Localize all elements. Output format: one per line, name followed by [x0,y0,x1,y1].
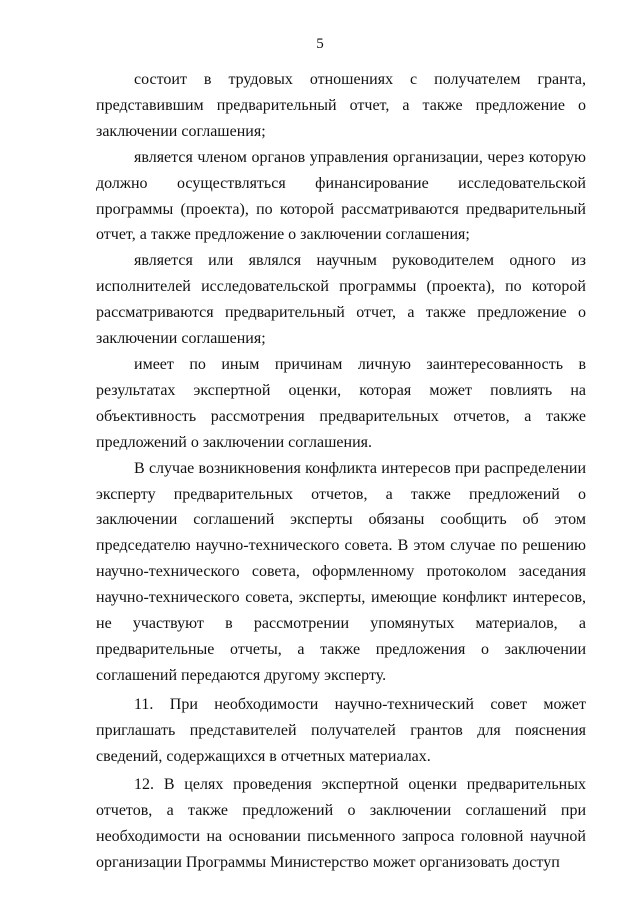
document-body [96,67,586,876]
paragraph-employment: состоит в трудовых отношениях с получателем гранта, представившим предварительный отчет, а также предложение о заключении соглашения; [96,71,586,140]
paragraph-clause-11: 11. При необходимости научно-технический совет может приглашать представителей получателей грантов для пояснения сведений, содержащихся в отчетных материалах. [96,695,586,765]
paragraph-research-leader: является или являлся научным руководителем одного из исполнителей исследовательской программы (проекта), по которой рассматриваются предварительный отчет, а также предложение о заключении соглашения; [96,252,586,348]
paragraph-conflict-of-interest: В случае возникновения конфликта интересов при распределении эксперту предварительных отчетов, а также предложений о заключении соглашений эксперты обязаны сообщить об этом председателю научно-технического совета. В этом случае по решению научно-технического совета, оформленному протоколом заседания научно-технического совета, эксперты, имеющие конфликт интересов, не участвуют в рассмотрении упомянутых материалов, а предварительные отчеты, а также предложения о заключении соглашений передаются другому эксперту. [96,459,586,684]
page-number: 5 [316,36,324,52]
paragraph-governing-body: является членом органов управления организации, через которую должно осуществляться финансирование исследовательской программы (проекта), по которой рассматриваются предварительный отчет, а также предложение о заключении соглашения; [96,148,586,244]
paragraph-personal-interest: имеет по иным причинам личную заинтересованность в результатах экспертной оценки, которая может повлиять на объективность рассмотрения предварительных отчетов, а также предложений о заключении соглашения. [96,355,586,451]
paragraph-clause-12: 12. В целях проведения экспертной оценки предварительных отчетов, а также предложений о заключении соглашений при необходимости на основании письменного запроса головной научной организации Программы Министерство может организовать доступ [96,776,586,872]
